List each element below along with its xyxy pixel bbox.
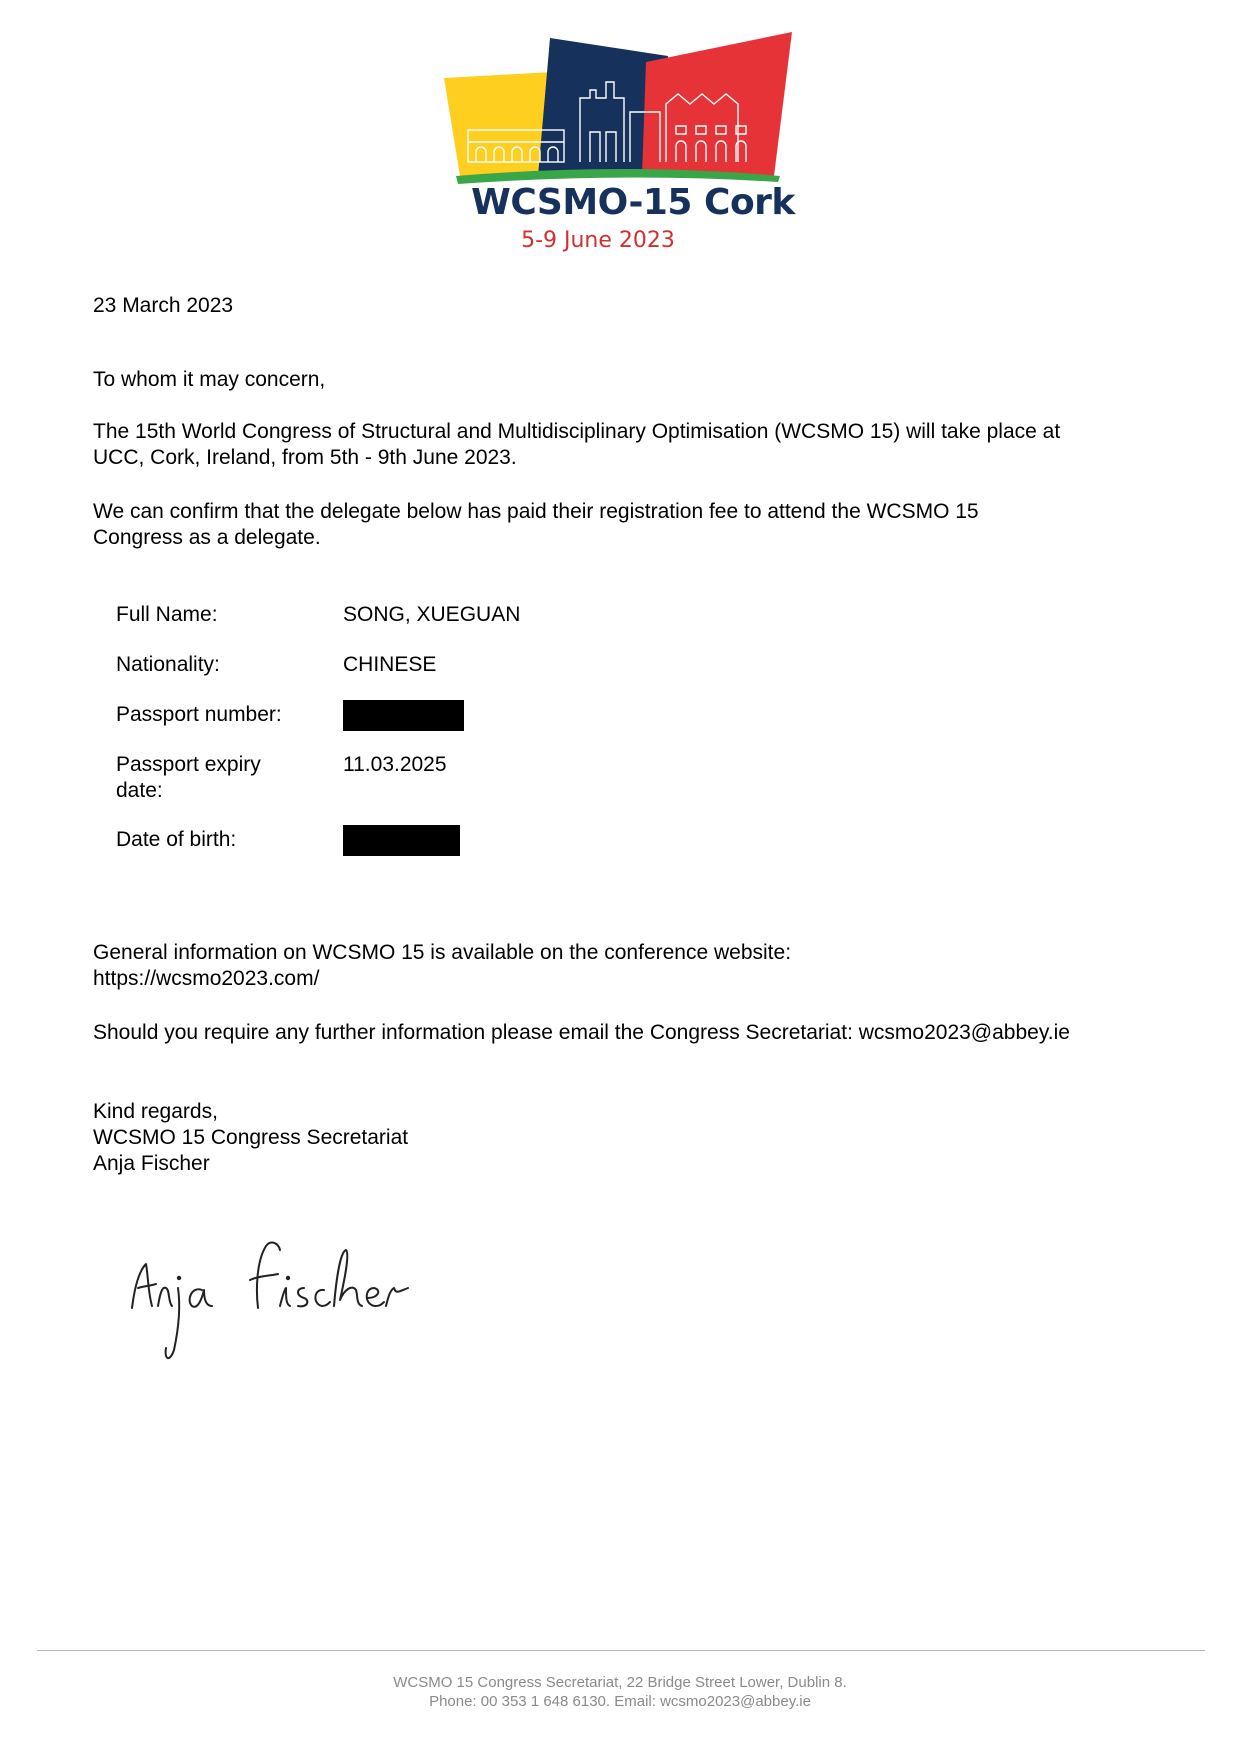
footer-contact: Phone: 00 353 1 648 6130. Email: wcsmo2023@abbey.ie	[429, 1693, 811, 1710]
nationality-label: Nationality:	[116, 653, 220, 676]
handwritten-signature	[118, 1222, 438, 1372]
paragraph-2-line-2: Congress as a delegate.	[93, 526, 321, 549]
passport-expiry-value: 11.03.2025	[343, 753, 447, 776]
logo-graphic	[440, 26, 810, 186]
info-line-1: General information on WCSMO 15 is available on the conference website:	[93, 941, 792, 964]
paragraph-2-line-1: We can confirm that the delegate below has paid their registration fee to attend the WCSMO 15	[93, 500, 979, 523]
nationality-value: CHINESE	[343, 653, 437, 676]
sender-org: WCSMO 15 Congress Secretariat	[93, 1126, 409, 1149]
passport-number-redaction	[343, 700, 464, 731]
passport-expiry-label-line-1: Passport expiry	[116, 753, 261, 776]
paragraph-1-line-2: UCC, Cork, Ireland, from 5th - 9th June 2023.	[93, 446, 517, 469]
contact-line: Should you require any further information please email the Congress Secretariat: wcsmo2023@abbey.ie	[93, 1021, 1070, 1044]
logo-title: WCSMO-15 Cork	[471, 182, 795, 223]
letter-date: 23 March 2023	[93, 294, 234, 317]
full-name-value: SONG, XUEGUAN	[343, 603, 521, 626]
greeting: To whom it may concern,	[93, 368, 326, 391]
passport-number-label: Passport number:	[116, 703, 282, 726]
sender-name: Anja Fischer	[93, 1152, 210, 1175]
conference-logo	[440, 26, 810, 256]
full-name-label: Full Name:	[116, 603, 218, 626]
logo-dates: 5-9 June 2023	[521, 228, 675, 253]
paragraph-1-line-1: The 15th World Congress of Structural and Multidisciplinary Optimisation (WCSMO 15) will take place at	[93, 420, 1061, 443]
footer-address: WCSMO 15 Congress Secretariat, 22 Bridge Street Lower, Dublin 8.	[393, 1674, 847, 1691]
conference-website-link[interactable]: https://wcsmo2023.com/	[93, 967, 320, 990]
footer-divider	[37, 1650, 1205, 1651]
dob-label: Date of birth:	[116, 828, 237, 851]
dob-redaction	[343, 825, 460, 856]
passport-expiry-label-line-2: date:	[116, 779, 163, 802]
closing: Kind regards,	[93, 1100, 218, 1123]
